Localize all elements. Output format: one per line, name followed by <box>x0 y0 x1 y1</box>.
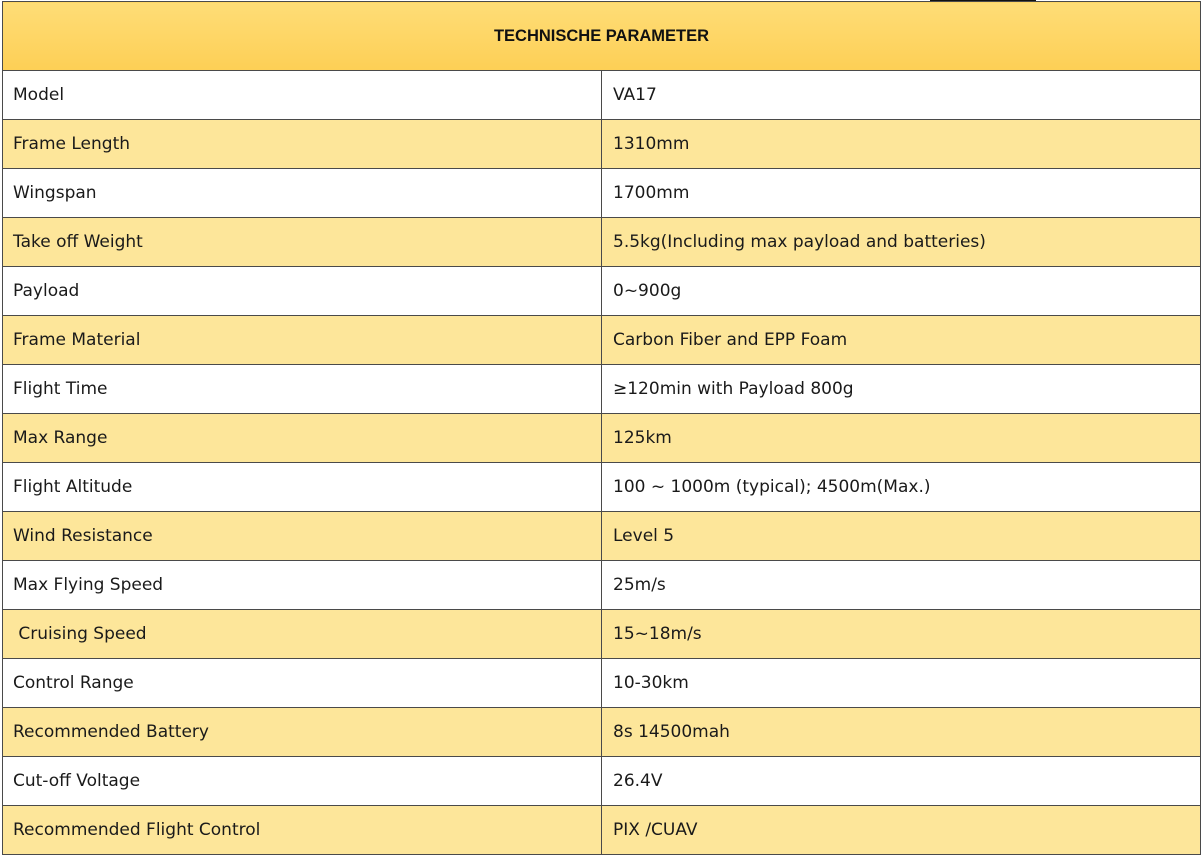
table-row <box>3 463 1201 512</box>
parameter-label: Recommended Flight Control <box>3 806 602 855</box>
parameter-label: Wingspan <box>3 169 602 218</box>
parameter-value: 0~900g <box>602 267 1201 316</box>
spec-table <box>2 1 1201 855</box>
parameter-value: 125km <box>602 414 1201 463</box>
parameter-value: PIX /CUAV <box>602 806 1201 855</box>
parameter-label: Model <box>3 71 602 120</box>
table-title: TECHNISCHE PARAMETER <box>3 2 1201 71</box>
table-row <box>3 610 1201 659</box>
parameter-label: Max Range <box>3 414 602 463</box>
parameter-value: Level 5 <box>602 512 1201 561</box>
parameter-value: 26.4V <box>602 757 1201 806</box>
parameter-value: 8s 14500mah <box>602 708 1201 757</box>
table-row <box>3 267 1201 316</box>
parameter-label: Flight Altitude <box>3 463 602 512</box>
parameter-value: 5.5kg(Including max payload and batteries) <box>602 218 1201 267</box>
table-row <box>3 120 1201 169</box>
parameter-value: 15~18m/s <box>602 610 1201 659</box>
table-row <box>3 757 1201 806</box>
table-row <box>3 169 1201 218</box>
parameter-label: Cruising Speed <box>3 610 602 659</box>
table-row <box>3 218 1201 267</box>
table-row <box>3 561 1201 610</box>
parameter-label: Flight Time <box>3 365 602 414</box>
parameter-value: 1700mm <box>602 169 1201 218</box>
parameter-value: 10-30km <box>602 659 1201 708</box>
table-row <box>3 512 1201 561</box>
parameter-value: 1310mm <box>602 120 1201 169</box>
parameter-value: ≥120min with Payload 800g <box>602 365 1201 414</box>
table-row <box>3 71 1201 120</box>
parameter-value: Carbon Fiber and EPP Foam <box>602 316 1201 365</box>
table-row <box>3 659 1201 708</box>
parameter-value: 25m/s <box>602 561 1201 610</box>
table-row <box>3 414 1201 463</box>
table-row <box>3 806 1201 855</box>
table-body <box>3 71 1201 855</box>
table-header-row <box>3 2 1201 71</box>
parameter-value: 100 ~ 1000m (typical); 4500m(Max.) <box>602 463 1201 512</box>
parameter-label: Cut-off Voltage <box>3 757 602 806</box>
parameter-label: Control Range <box>3 659 602 708</box>
parameter-value: VA17 <box>602 71 1201 120</box>
parameter-label: Frame Material <box>3 316 602 365</box>
parameter-label: Max Flying Speed <box>3 561 602 610</box>
parameter-label: Recommended Battery <box>3 708 602 757</box>
parameter-label: Wind Resistance <box>3 512 602 561</box>
parameter-label: Frame Length <box>3 120 602 169</box>
table-row <box>3 316 1201 365</box>
table-row <box>3 708 1201 757</box>
parameter-label: Payload <box>3 267 602 316</box>
parameter-label: Take off Weight <box>3 218 602 267</box>
table-row <box>3 365 1201 414</box>
